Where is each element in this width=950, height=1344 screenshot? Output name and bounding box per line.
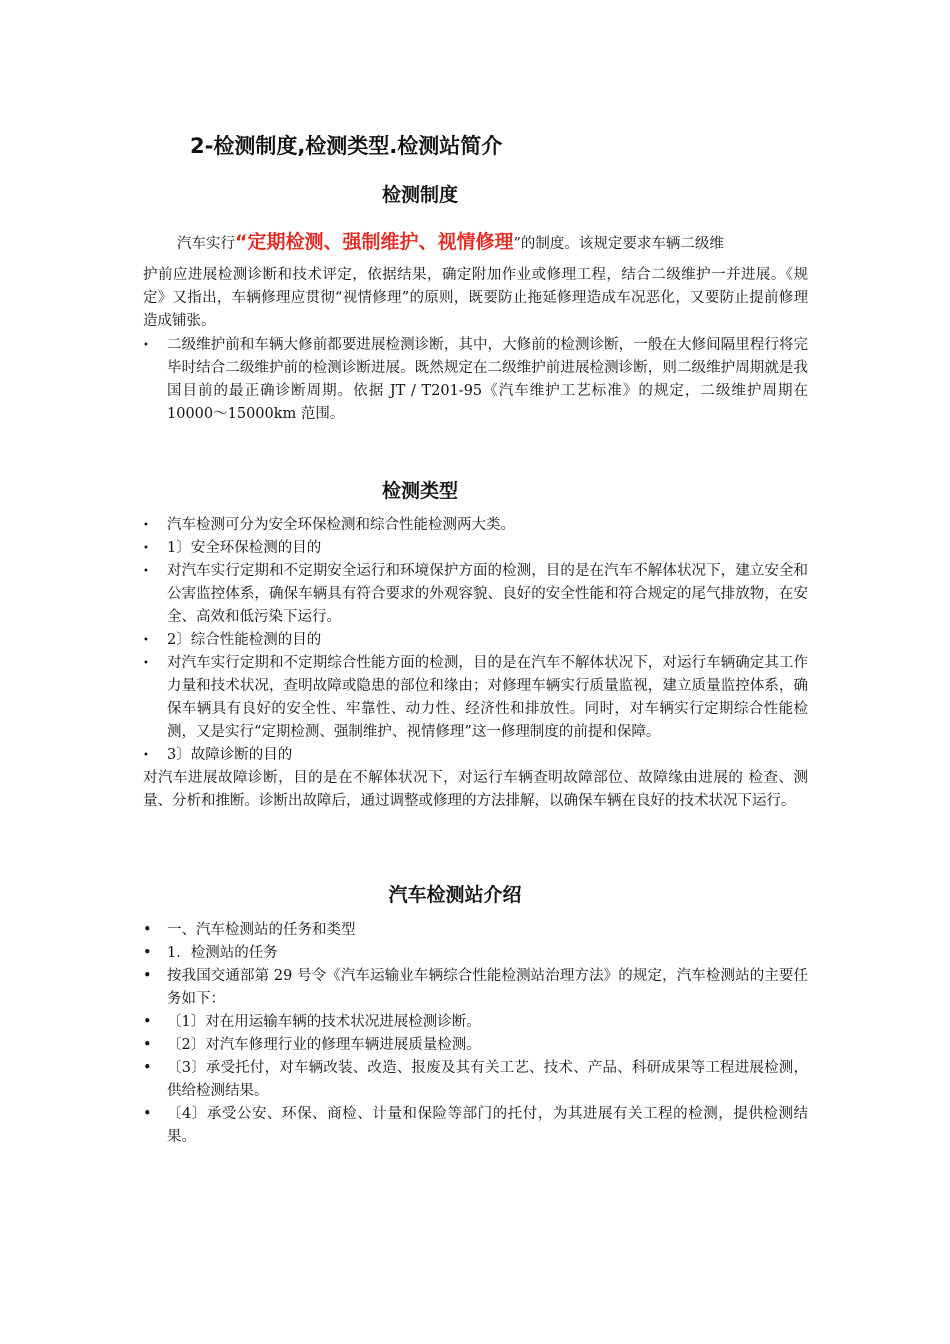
- bullet-icon: •: [143, 520, 149, 531]
- list-item-text: 一、汽车检测站的任务和类型: [167, 922, 356, 938]
- bullet-icon: •: [143, 945, 152, 961]
- list-item-text: 汽车检测可分为安全环保检测和综合性能检测两大类。: [167, 517, 515, 533]
- list-item: [143, 1057, 808, 1103]
- intro-first-line: [143, 224, 808, 262]
- list-item: [143, 560, 808, 629]
- list-item-text: 〔4〕承受公安、环保、商检、计量和保险等部门的托付，为其进展有关工程的检测，提供检测结果。: [167, 1106, 808, 1145]
- list-item: [143, 919, 808, 942]
- list-item-text: 2〕综合性能检测的目的: [167, 632, 322, 648]
- inspection-types-closing: 对汽车进展故障诊断，目的是在不解体状况下，对运行车辆查明故障部位、故障缘由进展的 检查、测量、分析和推断。诊断出故障后，通过调整或修理的方法排解，以确保车辆在良好的技术状况下运行。: [143, 770, 808, 809]
- list-item-text: 〔3〕承受托付，对车辆改装、改造、报废及其有关工艺、技术、产品、科研成果等工程进展检测，供给检测结果。: [167, 1060, 808, 1099]
- section-title-station-intro: 汽车检测站介绍: [388, 884, 522, 906]
- bullet-icon: •: [143, 968, 152, 984]
- list-item-text: 〔2〕对汽车修理行业的修理车辆进展质量检测。: [167, 1037, 481, 1053]
- bullet-icon: •: [143, 750, 149, 761]
- bullet-icon: •: [143, 543, 149, 554]
- bullet-icon: •: [143, 922, 152, 938]
- list-item: [143, 537, 808, 560]
- section-inspection-system-body: [143, 224, 808, 426]
- list-item-text: 二级维护前和车辆大修前都要进展检测诊断，其中，大修前的检测诊断，一般在大修间隔里程行将完毕时结合二级维护前的检测诊断进展。既然规定在二级维护前进展检测诊断，则二级维护周期就是我国目前的最正确诊断周期。依据 JT / T201-95《汽车维护工艺标准》的规定，二级维护周期在 10000～15000km 范围。: [167, 337, 808, 422]
- bullet-icon: •: [143, 1037, 152, 1053]
- list-item: [143, 334, 808, 426]
- list-item: [143, 629, 808, 652]
- intro-rest: 护前应进展检测诊断和技术评定，依据结果，确定附加作业或修理工程，结合二级维护一并进展。《规定》又指出，车辆修理应贯彻“视情修理”的原则，既要防止拖延修理造成车况恶化，又要防止提前修理造成铺张。: [143, 267, 808, 329]
- section-title-inspection-types: 检测类型: [381, 480, 458, 502]
- station-tasks-list: [143, 919, 808, 1149]
- bullet-icon: •: [143, 1014, 152, 1030]
- list-item: [143, 965, 808, 1011]
- list-item-text: 〔1〕对在用运输车辆的技术状况进展检测诊断。: [167, 1014, 481, 1030]
- section-title-inspection-system: 检测制度: [381, 184, 458, 206]
- list-item-text: 1〕安全环保检测的目的: [167, 540, 322, 556]
- section-inspection-types-body: [143, 514, 808, 813]
- list-item: [143, 1103, 808, 1149]
- list-item: [143, 652, 808, 744]
- intro-prefix: 汽车实行: [177, 236, 235, 252]
- bullet-icon: •: [143, 635, 149, 646]
- list-item-text: 对汽车实行定期和不定期安全运行和环境保护方面的检测，目的是在汽车不解体状况下，建立安全和公害监控体系，确保车辆具有符合要求的外观容貌、良好的安全性能和符合规定的尾气排放物，在安全、高效和低污染下运行。: [167, 563, 808, 625]
- bullet-icon: •: [143, 340, 149, 351]
- bullet-icon: •: [143, 1106, 152, 1122]
- intro-suffix: ”的制度。该规定要求车辆二级维: [513, 236, 724, 252]
- list-item-text: 按我国交通部第 29 号令《汽车运输业车辆综合性能检测站治理方法》的规定，汽车检测站的主要任务如下：: [167, 968, 808, 1007]
- document-title: 2-检测制度,检测类型.检测站简介: [190, 134, 503, 158]
- list-item: [143, 514, 808, 537]
- list-item: [143, 1011, 808, 1034]
- intro-highlight: “定期检测、强制维护、视情修理: [235, 231, 514, 253]
- list-item: [143, 1034, 808, 1057]
- list-item-text: 1．检测站的任务: [167, 945, 278, 961]
- list-item-text: 3〕故障诊断的目的: [167, 747, 293, 763]
- bullet-icon: •: [143, 1060, 152, 1076]
- list-item: [143, 942, 808, 965]
- inspection-types-list: [143, 514, 808, 767]
- list-item: [143, 744, 808, 767]
- section-station-intro-body: [143, 919, 808, 1149]
- bullet-icon: •: [143, 566, 149, 577]
- list-item-text: 对汽车实行定期和不定期综合性能方面的检测，目的是在汽车不解体状况下，对运行车辆确定其工作力量和技术状况，查明故障或隐患的部位和缘由；对修理车辆实行质量监视，建立质量监控体系，确保车辆具有良好的安全性、牢靠性、动力性、经济性和排放性。同时，对车辆实行定期综合性能检测，又是实行“定期检测、强制维护、视情修理”这一修理制度的前提和保障。: [167, 655, 808, 740]
- bullet-icon: •: [143, 658, 149, 669]
